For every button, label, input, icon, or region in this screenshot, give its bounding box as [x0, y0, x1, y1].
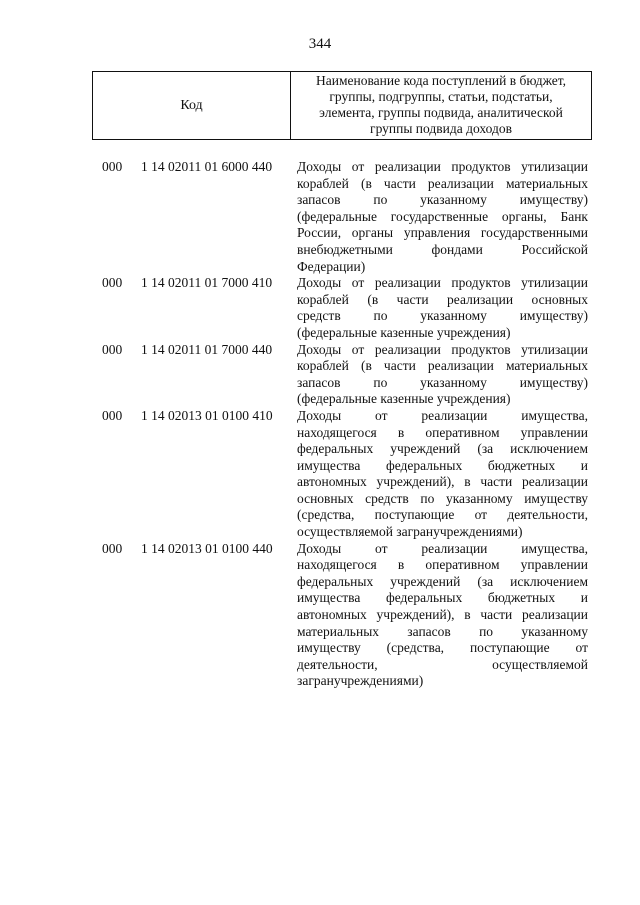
description-line: федеральных учреждений (за исключением [297, 573, 588, 589]
description-line: Федерации) [297, 258, 366, 274]
description-line: Доходы от реализации имущества, [297, 407, 588, 423]
description-line: деятельности, осуществляемой [297, 656, 588, 672]
income-description [297, 159, 588, 275]
table-row [0, 541, 640, 690]
description-line: запасов по указанному имуществу) [297, 192, 588, 208]
description-line: осуществляемой загранучреждениями) [297, 524, 523, 540]
header-name-line: элемента, группы подвида, аналитической [319, 105, 563, 120]
table-row [0, 342, 640, 408]
income-description [297, 408, 588, 541]
income-description [297, 541, 588, 690]
description-line: находящегося в оперативном управлении [297, 557, 588, 573]
table-row [0, 275, 640, 341]
description-line: Доходы от реализации продуктов утилизации [297, 159, 588, 174]
description-line: автономных учреждений), в части реализации [297, 607, 588, 623]
description-line: (федеральные казенные учреждения) [297, 391, 511, 407]
description-line: кораблей (в части реализации основных [297, 291, 588, 307]
description-line: имуществу (средства, поступающие от [297, 640, 588, 656]
income-description [297, 342, 588, 408]
description-line: имущества федеральных бюджетных и [297, 457, 588, 473]
income-code: 1 14 02011 01 7000 410 [141, 275, 273, 291]
description-line: Доходы от реализации имущества, [297, 540, 588, 556]
header-code-label: Код [180, 97, 203, 113]
income-code: 1 14 02011 01 6000 440 [141, 159, 273, 174]
description-line: Доходы от реализации продуктов утилизации [297, 341, 588, 357]
admin-code: 000 [102, 159, 123, 174]
admin-code: 000 [102, 407, 123, 423]
income-code: 1 14 02013 01 0100 410 [141, 407, 273, 423]
admin-code: 000 [102, 275, 123, 291]
description-line: загранучреждениями) [297, 673, 424, 689]
description-line: внебюджетными фондами Российской [297, 241, 588, 257]
admin-code: 000 [102, 341, 123, 357]
description-line: федеральных учреждений (за исключением [297, 441, 588, 457]
description-line: автономных учреждений), в части реализации [297, 474, 588, 490]
header-code-cell [93, 72, 291, 139]
description-line: основных средств по указанному имуществу [297, 490, 588, 506]
description-line: запасов по указанному имуществу) [297, 374, 588, 390]
description-line: находящегося в оперативном управлении [297, 424, 588, 440]
description-line: средств по указанному имуществу) [297, 308, 588, 324]
table-row [0, 159, 640, 275]
header-name-cell [291, 72, 591, 139]
description-line: имущества федеральных бюджетных и [297, 590, 588, 606]
description-line: кораблей (в части реализации материальных [297, 175, 588, 191]
income-description [297, 275, 588, 341]
description-line: Доходы от реализации продуктов утилизации [297, 275, 588, 291]
table-header [92, 71, 592, 140]
description-line: материальных запасов по указанному [297, 623, 588, 639]
admin-code: 000 [102, 540, 123, 556]
table-row [0, 408, 640, 541]
description-line: России, органы управления государственными [297, 225, 588, 241]
description-line: (федеральные государственные органы, Банк [297, 208, 588, 224]
description-line: кораблей (в части реализации материальных [297, 358, 588, 374]
income-code: 1 14 02013 01 0100 440 [141, 540, 273, 556]
page-number: 344 [308, 36, 332, 52]
income-code: 1 14 02011 01 7000 440 [141, 341, 273, 357]
header-name-line: Наименование кода поступлений в бюджет, [315, 73, 566, 88]
description-line: (федеральные казенные учреждения) [297, 324, 511, 340]
description-line: (средства, поступающие от деятельности, [297, 507, 588, 523]
income-code-list [0, 159, 640, 690]
header-name-line: группы подвида доходов [370, 121, 512, 136]
header-name-line: группы, подгруппы, статьи, подстатьи, [329, 89, 553, 104]
